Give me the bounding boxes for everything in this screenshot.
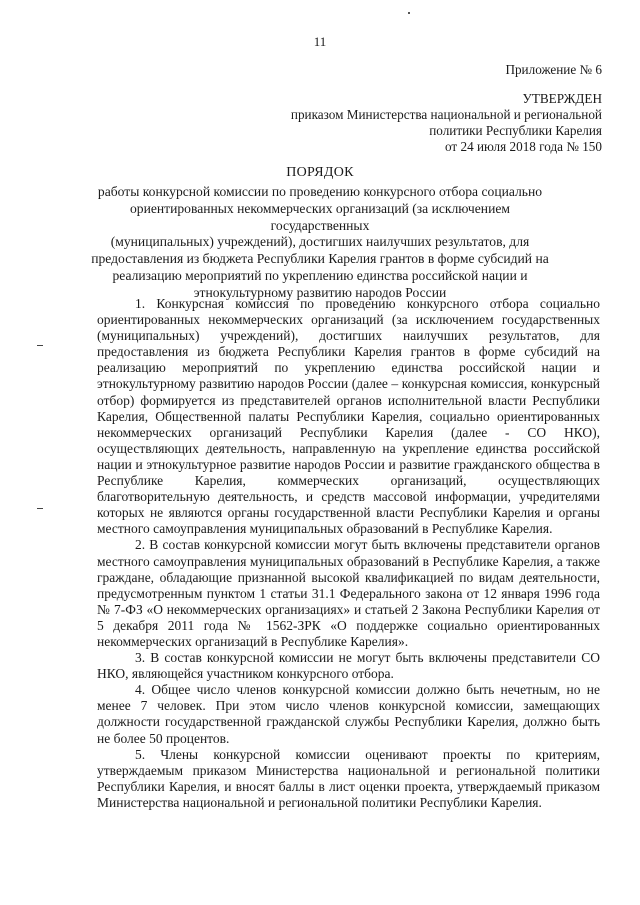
- paragraph-1: 1. Конкурсная комиссия по проведению конкурсного отбора социально ориентированных некоммерческих организаций (за исключением государственных (муниципальных) учреждений), достигших наилучших результатов, для предоставления из бюджета Республики Карелия грантов в форме субсидий на реализацию мероприятий по укреплению единства российской нации и этнокультурному развитию народов России (далее – конкурсная комиссия, конкурсный отбор) формируется из представителей органов исполнительной власти Республики Карелия, Общественной палаты Республики Карелия, социально ориентированных некоммерческих организаций Республики Карелия (далее - СО НКО), осуществляющих деятельность, направленную на укрепление единства российской нации и этнокультурное развитие народов России и развитие гражданского общества в Республике Карелия, коммерческих организаций, осуществляющих благотворительную деятельность, и средств массовой информации, учредителями которых не являются органы государственной власти Республики Карелия и органы местного самоуправления муниципальных образований в Республике Карелия.: [97, 296, 600, 537]
- subtitle-line: работы конкурсной комиссии по проведению конкурсного отбора социально: [97, 184, 543, 199]
- margin-mark: [37, 508, 43, 509]
- document-title: ПОРЯДОК: [286, 165, 354, 180]
- subtitle-line: реализацию мероприятий по укреплению единства российской нации и: [112, 267, 528, 283]
- subtitle-line: предоставления из бюджета Республики Карелия грантов в форме субсидий на: [91, 251, 549, 267]
- paragraph-3: 3. В состав конкурсной комиссии не могут быть включены представители СО НКО, являющейся участником конкурсного отбора.: [97, 650, 600, 682]
- approval-line: приказом Министерства национальной и региональной: [290, 107, 602, 122]
- scan-speck: [408, 12, 410, 14]
- paragraph-2: 2. В состав конкурсной комиссии могут быть включены представители органов местного самоуправления муниципальных образований в Республике Карелия, а также граждане, обладающие признанной высокой квалификацией по видам деятельности, предусмотренным пунктом 1 статьи 31.1 Федерального закона от 12 января 1996 года № 7-ФЗ «О некоммерческих организациях» и статьей 2 Закона Республики Карелия от 5 декабря 2011 года № 1562-ЗРК «О поддержке социально ориентированных некоммерческих организаций в Республике Карелия».: [97, 537, 600, 649]
- approval-block: [291, 91, 602, 155]
- document-subtitle: [90, 184, 550, 302]
- subtitle-line: (муниципальных) учреждений), достигших наилучших результатов, для: [110, 234, 530, 250]
- document-body: [97, 296, 600, 811]
- annex-label: Приложение № 6: [505, 62, 602, 77]
- approval-line: политики Республики Карелия: [429, 123, 602, 138]
- subtitle-line: ориентированных некоммерческих организаций (за исключением государственных: [129, 200, 510, 233]
- paragraph-5: 5. Члены конкурсной комиссии оценивают проекты по критериям, утверждаемым приказом Министерства национальной и региональной политики Республики Карелия, и вносят баллы в лист оценки проекта, утверждаемый приказом Министерства национальной и региональной политики Республики Карелия.: [97, 746, 600, 810]
- paragraph-4: 4. Общее число членов конкурсной комиссии должно быть нечетным, но не менее 7 человек. При этом число членов конкурсной комиссии, замещающих должности государственной гражданской службы Республики Карелия, должно быть не более 50 процентов.: [97, 682, 600, 746]
- margin-mark: [37, 345, 43, 346]
- approval-line: от 24 июля 2018 года № 150: [445, 139, 602, 154]
- approval-title: УТВЕРЖДЕН: [522, 91, 602, 106]
- subtitle-line: этнокультурному развитию народов России: [193, 284, 447, 300]
- page-number: 11: [313, 34, 327, 49]
